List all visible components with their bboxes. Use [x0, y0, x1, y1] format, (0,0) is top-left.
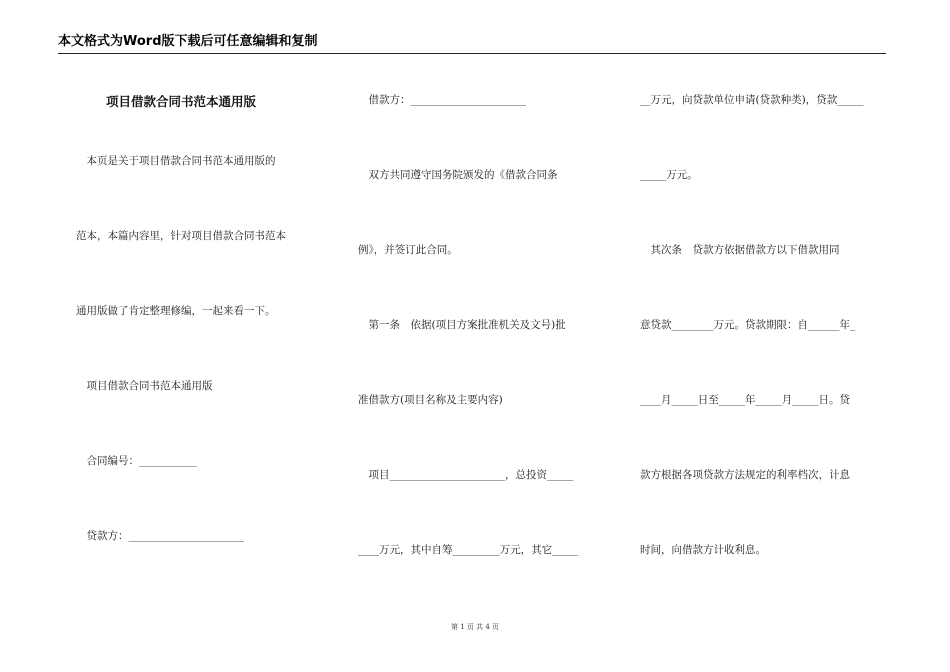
paragraph-line: 本页是关于项目借款合同书范本通用版的 — [76, 155, 276, 167]
text-column-3 — [640, 0, 890, 672]
paragraph-line: 范本，本篇内容里，针对项目借款合同书范本 — [76, 230, 286, 242]
paragraph-line: 准借款方(项目名称及主要内容) — [358, 394, 503, 406]
lender-line: 贷款方：______________________ — [76, 530, 244, 542]
paragraph-line: 例》，并签订此合同。 — [358, 244, 458, 256]
page-header: 本文格式为Word版下载后可任意编辑和复制 — [58, 33, 886, 54]
section-heading: 项目借款合同书范本通用版 — [76, 380, 213, 392]
article-1-line: 第一条 依据(项目方案批准机关及文号)批 — [358, 319, 566, 331]
paragraph-line: __万元，向贷款单位申请(贷款种类)，贷款_____ — [640, 94, 864, 106]
paragraph-line: 意贷款________万元。贷款期限：自______年_ — [640, 319, 856, 331]
page-number: 第 1 页 共 4 页 — [450, 623, 500, 631]
paragraph-line: ____月_____日至_____年_____月_____日。贷 — [640, 394, 850, 406]
article-2-line: 其次条 贷款方依据借款方以下借款用同 — [640, 244, 840, 256]
paragraph-line: 时间，向借款方计收利息。 — [640, 544, 766, 556]
contract-number-line: 合同编号：___________ — [76, 455, 197, 467]
borrower-line: 借款方：______________________ — [358, 94, 526, 106]
paragraph-line: 项目______________________，总投资_____ — [358, 469, 574, 481]
paragraph-line: ____万元，其中自筹_________万元，其它_____ — [358, 544, 579, 556]
paragraph-line: 款方根据各项贷款方法规定的利率档次，计息 — [640, 469, 850, 481]
paragraph-line: _____万元。 — [640, 169, 698, 181]
document-title: 项目借款合同书范本通用版 — [106, 94, 257, 109]
paragraph-line: 双方共同遵守国务院颁发的《借款合同条 — [358, 169, 558, 181]
text-column-2 — [358, 0, 608, 672]
text-column-1 — [76, 0, 324, 672]
paragraph-line: 通用版做了肯定整理修编，一起来看一下。 — [76, 305, 276, 317]
